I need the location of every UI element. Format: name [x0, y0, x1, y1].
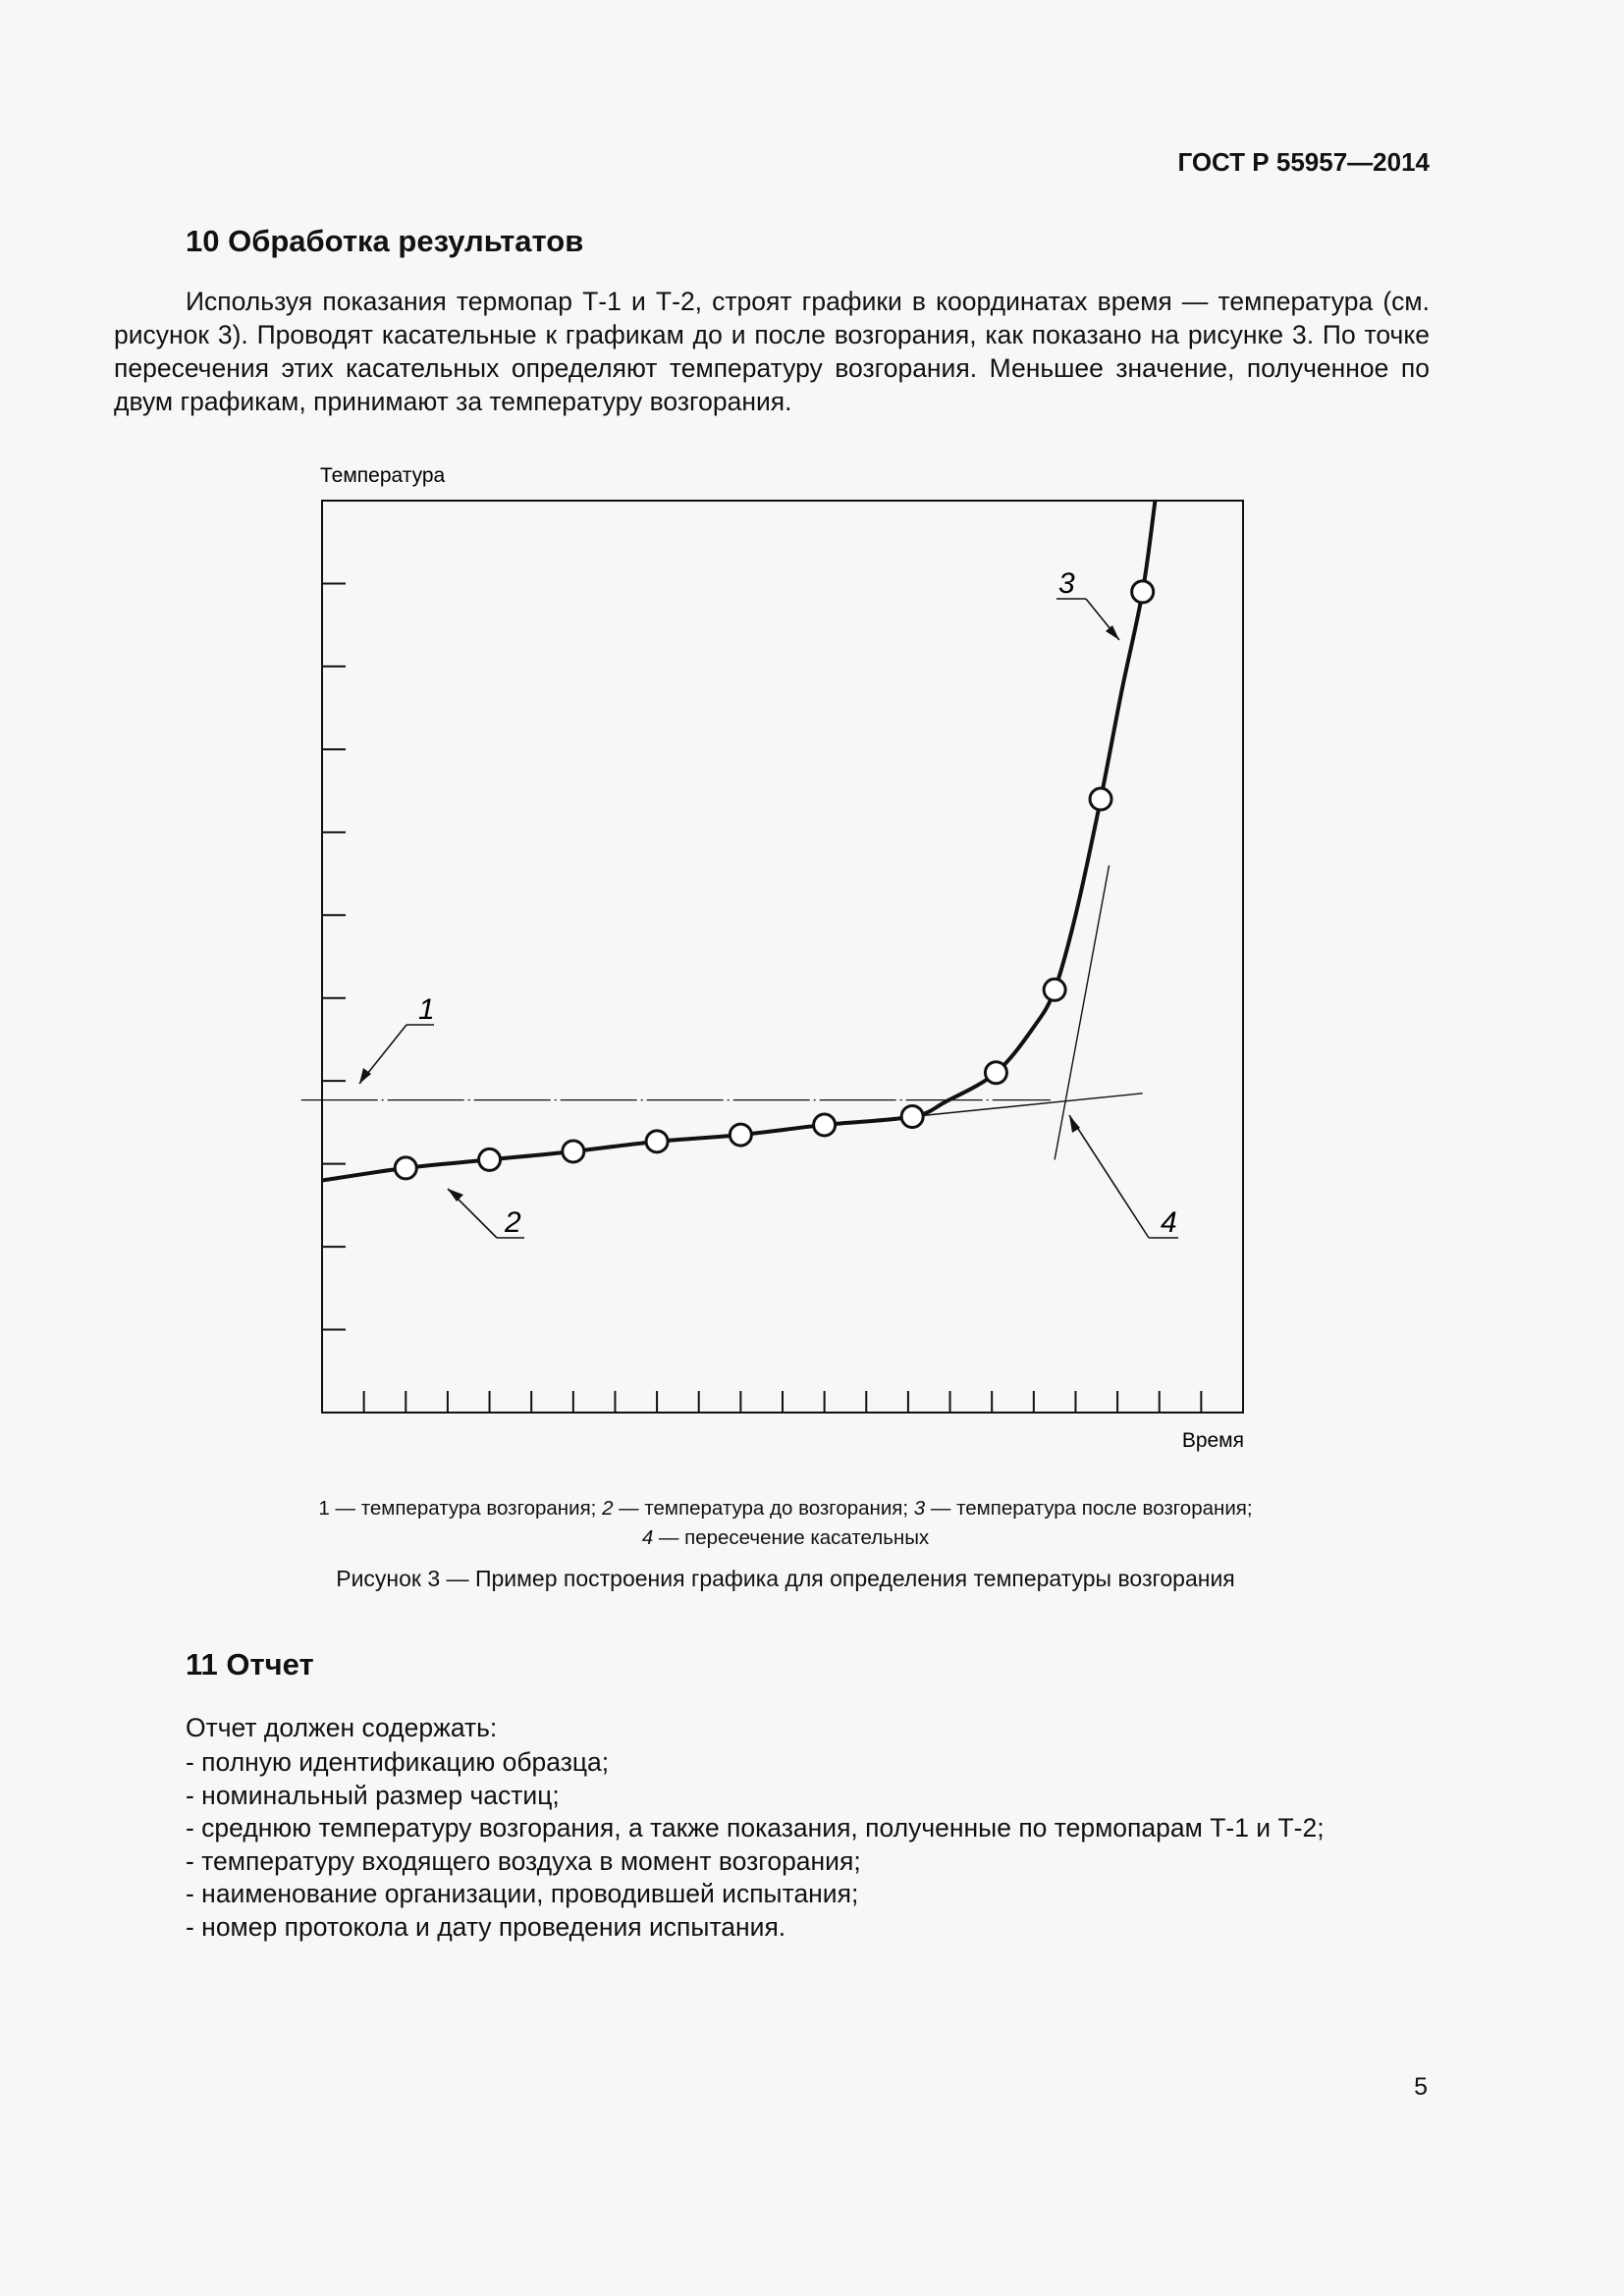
- data-point: [901, 1105, 923, 1127]
- legend-text-4: — пересечение касательных: [653, 1526, 930, 1549]
- section-10-paragraph: [114, 285, 1430, 418]
- data-point: [1090, 788, 1111, 810]
- legend-text-3: — температура после возгорания;: [925, 1497, 1253, 1520]
- data-point: [395, 1157, 416, 1179]
- temperature-curve: [322, 501, 1155, 1181]
- list-item: - наименование организации, проводившей испытания;: [186, 1879, 859, 1908]
- data-point: [1044, 979, 1065, 1000]
- report-requirements-list: [186, 1746, 1325, 1944]
- section-11-heading: 11 Отчет: [186, 1647, 314, 1682]
- data-point: [563, 1141, 584, 1162]
- data-point: [1132, 581, 1154, 603]
- figure-legend-line-1: [196, 1494, 1375, 1523]
- figure-title: Рисунок 3 — Пример построения графика для определения температуры возгорания: [336, 1566, 1235, 1591]
- list-item: - номер протокола и дату проведения испытания.: [186, 1911, 786, 1942]
- data-point: [814, 1114, 836, 1136]
- section-10-heading: 10 Обработка результатов: [186, 224, 584, 258]
- document-code: ГОСТ Р 55957—2014: [1177, 147, 1430, 177]
- figure-3: [275, 452, 1276, 1477]
- callout-2: 2: [505, 1206, 521, 1239]
- data-markers: [395, 581, 1153, 1179]
- data-point: [479, 1148, 501, 1170]
- callout-4-leader: [1069, 1115, 1149, 1238]
- plot-frame: [322, 501, 1243, 1413]
- page-number: 5: [1414, 2073, 1428, 2101]
- callout-3: 3: [1058, 567, 1075, 600]
- legend-num-3: 3: [913, 1497, 926, 1520]
- legend-text-2: — температура до возгорания;: [613, 1497, 914, 1520]
- tangent-after-ignition: [1055, 866, 1109, 1160]
- data-point: [646, 1131, 668, 1152]
- legend-num-4: 4: [641, 1526, 654, 1549]
- callout-4: 4: [1161, 1206, 1177, 1239]
- list-item: - номинальный размер частиц;: [186, 1780, 560, 1810]
- callout-1: 1: [418, 993, 435, 1026]
- data-point: [730, 1124, 751, 1146]
- list-item: - среднюю температуру возгорания, а также показания, полученные по термопарам Т-1 и Т-2;: [186, 1813, 1325, 1842]
- callout-3-arrowhead: [1106, 625, 1119, 640]
- report-intro: Отчет должен содержать:: [186, 1713, 498, 1742]
- axis-ticks: [322, 583, 1201, 1413]
- data-point: [985, 1062, 1006, 1084]
- figure-legend-line-2: [196, 1523, 1375, 1553]
- chart-svg: [275, 452, 1276, 1472]
- legend-num-2: 2: [602, 1497, 614, 1520]
- x-axis-label: Время: [1181, 1429, 1244, 1452]
- legend-num-1: 1: [318, 1497, 330, 1520]
- tangent-before-ignition: [912, 1094, 1143, 1117]
- y-axis-label: Температура: [320, 464, 446, 487]
- list-item: - полную идентификацию образца;: [186, 1747, 610, 1777]
- list-item: - температуру входящего воздуха в момент возгорания;: [186, 1845, 861, 1876]
- callout-2-arrowhead: [448, 1189, 463, 1201]
- legend-text-1: — температура возгорания;: [329, 1497, 603, 1520]
- section-10-text: Используя показания термопар Т-1 и Т-2, строят графики в координатах время — температура (см. рисунок 3). Проводят касательные к графикам до и после возгорания, как показано на рисунке 3. По точке пересечения этих касательных определяют температуру возгорания. Меньшее значение, полученное по двум графикам, принимают за температуру возгорания.: [114, 287, 1430, 416]
